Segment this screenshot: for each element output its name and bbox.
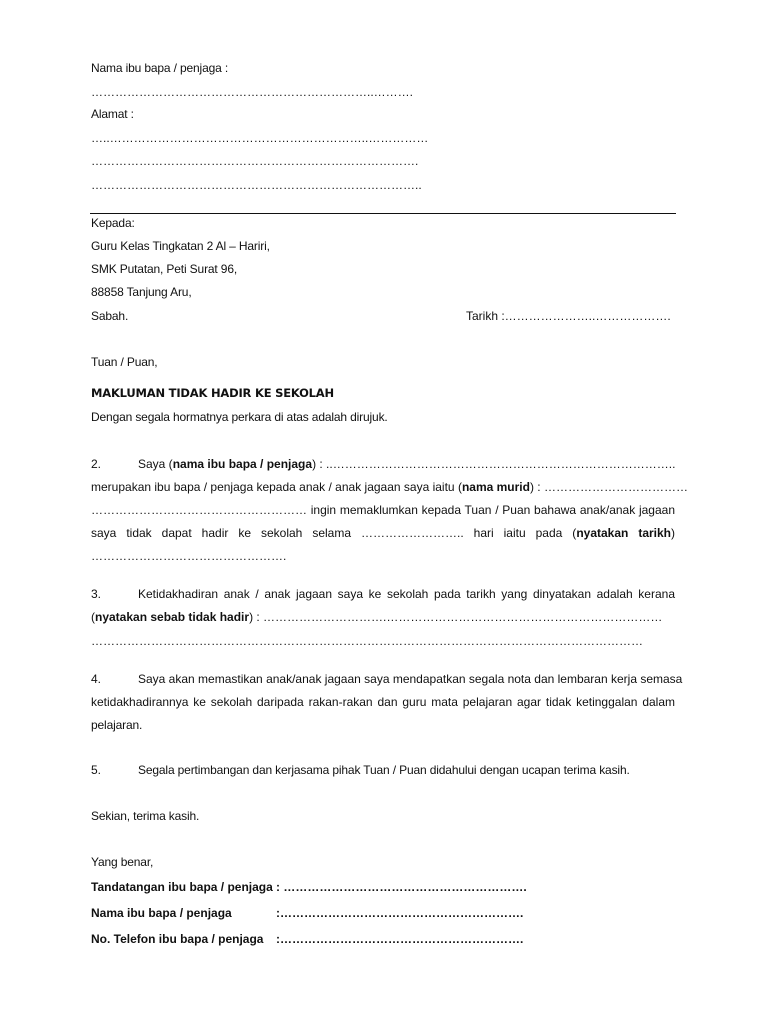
- recipient-line-4: Sabah.: [91, 309, 129, 323]
- reason-hint: nyatakan sebab tidak hadir: [95, 610, 250, 624]
- letter-subject: MAKLUMAN TIDAK HADIR KE SEKOLAH: [91, 386, 334, 400]
- recipient-line-1: Guru Kelas Tingkatan 2 Al – Hariri,: [91, 239, 270, 253]
- para-2-number: 2.: [91, 457, 102, 471]
- recipient-to-label: Kepada:: [91, 216, 135, 230]
- address-line-2: ……………………………………………………………………….: [91, 154, 419, 168]
- recipient-line-2: SMK Putatan, Peti Surat 96,: [91, 262, 238, 276]
- para-2-line-2-start: merupakan ibu bapa / penjaga kepada anak / anak jagaan saya iaitu (: [91, 480, 462, 494]
- para-3-paren: (: [91, 610, 95, 624]
- address-line-3: ………………………………………………………………………..: [91, 178, 422, 192]
- salutation: Tuan / Puan,: [91, 355, 158, 369]
- parent-name-label: Nama ibu bapa / penjaga :: [91, 61, 229, 75]
- student-name-hint: nama murid: [461, 480, 530, 494]
- signer-name-label: Nama ibu bapa / penjaga: [91, 906, 232, 920]
- signer-name-dots: :…………………………………………………….: [276, 906, 524, 920]
- para-4-line-2: ketidakhadirannya ke sekolah daripada rakan-rakan dan guru mata pelajaran agar tidak ketinggalan dalam: [91, 695, 675, 709]
- para-3-line-3: …………………………………………………………………………………………………………………………: [91, 634, 643, 648]
- signature-label: Tandatangan ibu bapa / penjaga: [91, 880, 273, 894]
- para-3-number: 3.: [91, 587, 102, 601]
- address-label: Alamat :: [91, 107, 134, 121]
- para-2-line-1: [138, 457, 675, 472]
- date-field: Tarikh :…………………..……………….: [466, 309, 671, 323]
- para-2-dots: ) : ..…………………………………………………………………………..: [312, 457, 676, 471]
- para-3-dots: ) : ………………………….……………………………………………………………: [249, 610, 663, 624]
- signature-dots: : …………………………………………………….: [276, 880, 527, 894]
- recipient-line-3: 88858 Tanjung Aru,: [91, 285, 192, 299]
- address-line-1: …..………………………………………………………..……………: [91, 131, 429, 145]
- parent-name-dots: ……………………………………………………………..……….: [91, 85, 414, 99]
- para-3-line-2: [91, 610, 662, 625]
- parent-name-hint: nama ibu bapa / penjaga: [172, 457, 313, 471]
- date-hint: nyatakan tarikh: [576, 526, 671, 540]
- phone-dots: :…………………………………………………….: [276, 932, 524, 946]
- para-2-saya: Saya (: [138, 457, 173, 471]
- yours-truly: Yang benar,: [91, 855, 154, 869]
- para-2-line-4-end: ): [671, 526, 675, 540]
- header-divider: [90, 213, 676, 214]
- closing-line: Sekian, terima kasih.: [91, 809, 200, 823]
- para-2-line-4: [91, 526, 675, 541]
- para-2-line-3: ……………………………………………… ingin memaklumkan kepada Tuan / Puan bahawa anak/anak jagaan: [91, 503, 675, 517]
- para-4-line-1: Saya akan memastikan anak/anak jagaan saya mendapatkan segala nota dan lembaran kerja semasa: [138, 672, 683, 686]
- para-2-line-4-start: saya tidak dapat hadir ke sekolah selama …………………….. hari iaitu pada (: [91, 526, 577, 540]
- para-2-line-5: ………………………………………….: [91, 549, 287, 563]
- para-5-number: 5.: [91, 763, 102, 777]
- para-4-line-3: pelajaran.: [91, 718, 143, 732]
- para-5-text: Segala pertimbangan dan kerjasama pihak Tuan / Puan didahului dengan ucapan terima kasih.: [138, 763, 630, 777]
- para-2-line-2: [91, 480, 688, 495]
- phone-label: No. Telefon ibu bapa / penjaga: [91, 932, 264, 946]
- opening-line: Dengan segala hormatnya perkara di atas adalah dirujuk.: [91, 410, 388, 424]
- para-2-line-2-end: ) : ………………………………: [529, 480, 688, 494]
- para-4-number: 4.: [91, 672, 102, 686]
- para-3-line-1: Ketidakhadiran anak / anak jagaan saya ke sekolah pada tarikh yang dinyatakan adalah kerana: [138, 587, 675, 601]
